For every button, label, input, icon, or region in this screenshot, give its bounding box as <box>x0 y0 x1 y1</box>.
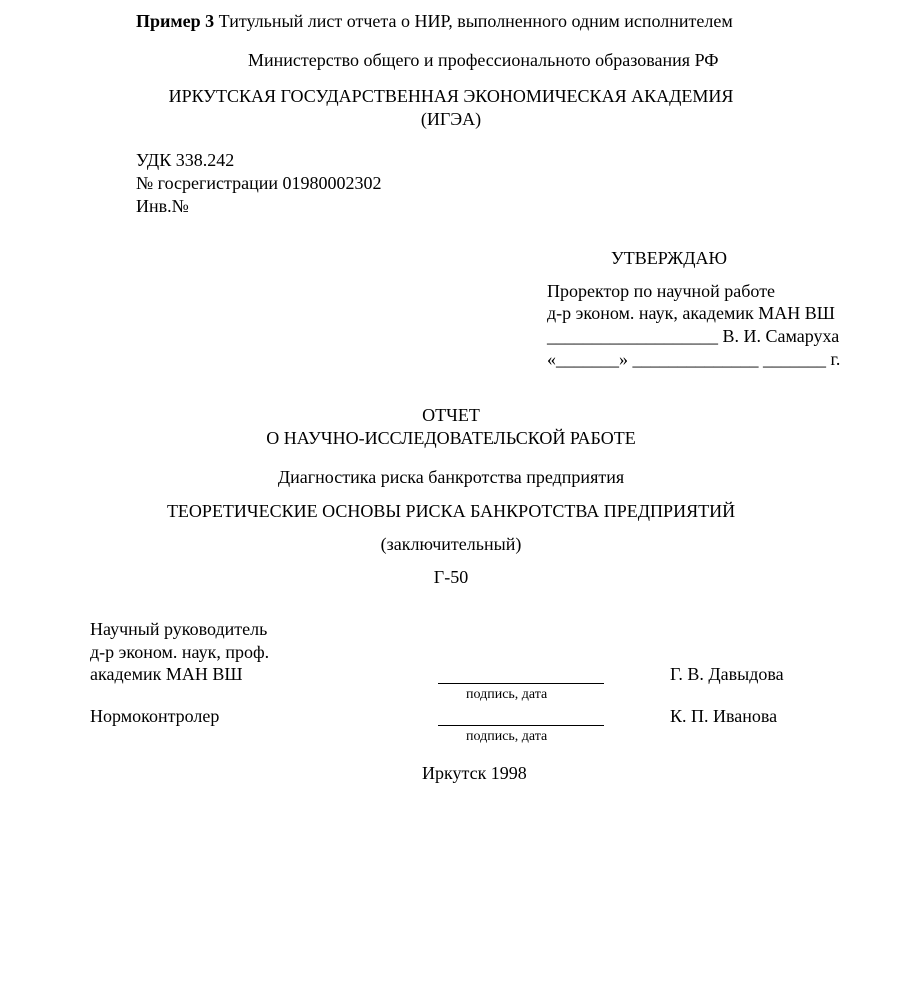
controller-label: Нормоконтролер <box>90 706 220 726</box>
registration-number: № госрегистрации 01980002302 <box>136 173 382 193</box>
supervisor-degree: д-р эконом. наук, проф. <box>90 642 270 662</box>
report-code: Г-50 <box>433 567 469 587</box>
controller-signature-line <box>438 725 604 726</box>
controller-name: К. П. Иванова <box>670 706 778 726</box>
organization-name: ИРКУТСКАЯ ГОСУДАРСТВЕННАЯ ЭКОНОМИЧЕСКАЯ АКАДЕМИЯ <box>168 86 734 106</box>
approval-title: УТВЕРЖДАЮ <box>611 248 728 268</box>
supervisor-name: Г. В. Давыдова <box>670 664 784 684</box>
report-title-line2: О НАУЧНО-ИССЛЕДОВАТЕЛЬСКОЙ РАБОТЕ <box>266 428 636 448</box>
approval-signature-line: ___________________ В. И. Самаруха <box>547 326 840 346</box>
report-subtitle: ТЕОРЕТИЧЕСКИЕ ОСНОВЫ РИСКА БАНКРОТСТВА ПРЕДПРИЯТИЙ <box>166 501 736 521</box>
supervisor-rank: академик МАН ВШ <box>90 664 243 684</box>
supervisor-signature-line <box>438 683 604 684</box>
udk: УДК 338.242 <box>136 150 235 170</box>
supervisor-title: Научный руководитель <box>90 619 268 639</box>
caption-text: Титульный лист отчета о НИР, выполненного одним исполнителем <box>214 11 733 31</box>
approval-degree: д-р эконом. наук, академик МАН ВШ <box>547 303 835 323</box>
report-topic: Диагностика риска банкротства предприятия <box>277 467 625 487</box>
approval-position: Проректор по научной работе <box>547 281 776 301</box>
organization-abbr: (ИГЭА) <box>420 109 482 129</box>
report-title-line1: ОТЧЕТ <box>422 405 480 425</box>
supervisor-signature-hint: подпись, дата <box>466 687 548 702</box>
approval-date-line: «_______» ______________ _______ г. <box>547 349 841 369</box>
controller-signature-hint: подпись, дата <box>466 729 548 744</box>
city-year: Иркутск 1998 <box>422 763 527 783</box>
caption-label: Пример 3 <box>136 11 215 31</box>
ministry: Министерство общего и профессиональнoто образования РФ <box>248 50 719 70</box>
report-stage: (заключительный) <box>380 534 522 554</box>
inventory-number: Инв.№ <box>136 196 189 216</box>
caption <box>136 10 733 32</box>
